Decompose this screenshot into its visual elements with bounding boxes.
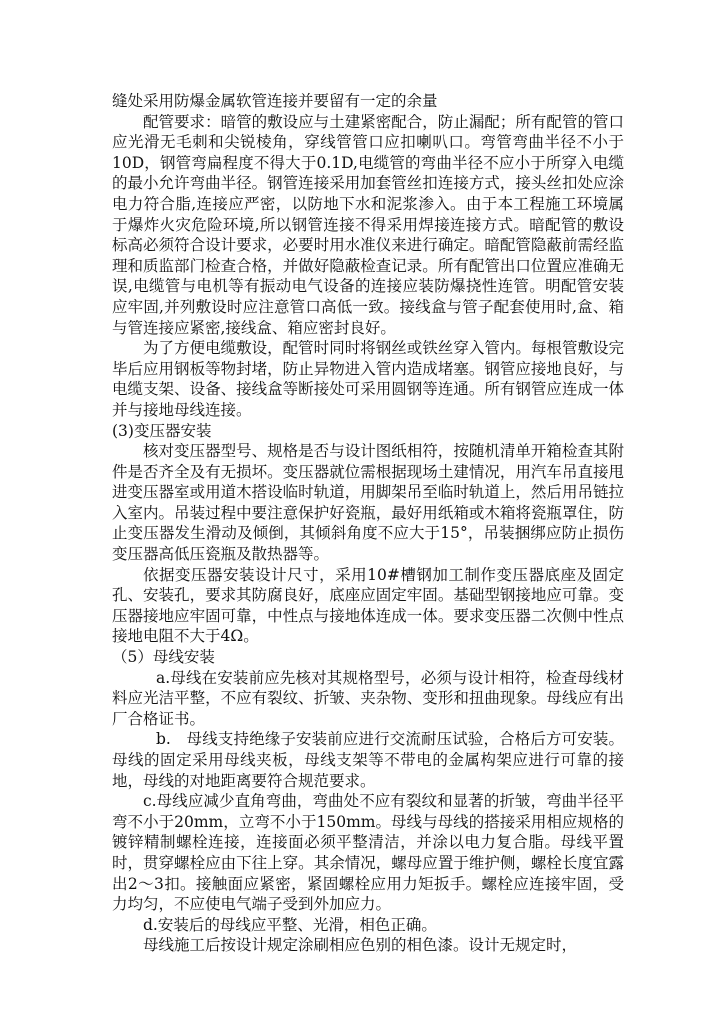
body-paragraph-5: 依据变压器安装设计尺寸，采用10#槽钢加工制作变压器底座及固定孔、安装孔，要求其防腐良好，底座应固定牢固。基础型钢接地应可靠。变压器接地应牢固可靠，中性点与接地体连成一体。要求变压器二次侧中性点接地电阻不大于4Ω。 <box>112 565 624 646</box>
body-paragraph-2: 配管要求：暗管的敷设应与土建紧密配合，防止漏配；所有配管的管口应光滑无毛刺和尖锐棱角，穿线管管口应扣喇叭口。弯管弯曲半径不小于10D，钢管弯扁程度不得大于0.1D,电缆管的弯曲半径不应小于所穿入电缆的最小允许弯曲半径。钢管连接采用加套管丝扣连接方式，接头丝扣处应涂电力符合脂,连接应严密，以防地下水和泥浆渗入。由于本工程施工环境属于爆炸火灾危险环境,所以钢管连接不得采用焊接连接方式。暗配管的敷设标高必须符合设计要求，必要时用水准仪来进行确定。暗配管隐蔽前需经监理和质监部门检查合格，并做好隐蔽检查记录。所有配管出口位置应准确无误,电缆管与电机等有振动电气设备的连接应装防爆挠性连管。明配管安装应牢固,并列敷设时应注意管口高低一致。接线盒与管子配套使用时,盒、箱与管连接应紧密,接线盒、箱应密封良好。 <box>112 112 624 337</box>
body-paragraph-4: 核对变压器型号、规格是否与设计图纸相符，按随机清单开箱检查其附件是否齐全及有无损坏。变压器就位需根据现场土建情况，用汽车吊直接甩进变压器室或用道木搭设临时轨道，用脚架吊至临时轨道上，然后用吊链拉入室内。吊装过程中要注意保护好瓷瓶，最好用纸箱或木箱将瓷瓶罩住，防止变压器发生滑动及倾倒，其倾斜角度不应大于15°，吊装捆绑应防止损伤变压器高低压瓷瓶及散热器等。 <box>112 442 624 564</box>
body-paragraph-6: 母线施工后按设计规定涂刷相应色别的相色漆。设计无规定时， <box>143 936 578 955</box>
list-item-d: d.安装后的母线应平整、光滑，相色正确。 <box>143 915 437 934</box>
section-heading-busbar: （5）母线安装 <box>112 648 215 667</box>
body-paragraph-3: 为了方便电缆敷设，配管时同时将钢丝或铁丝穿入管内。每根管敷设完毕后应用钢板等物封堵，防止异物进入管内造成堵塞。钢管应接地良好，与电缆支架、设备、接线盒等断接处可采用圆钢等连通。所有钢管应连成一体并与接地母线连接。 <box>112 339 624 419</box>
list-item-b: b. 母线支持绝缘子安装前应进行交流耐压试验，合格后方可安装。母线的固定采用母线夹板，母线支架等不带电的金属构架应进行可靠的接地，母线的对地距离要符合规范要求。 <box>112 730 624 790</box>
list-item-c: c.母线应减少直角弯曲，弯曲处不应有裂纹和显著的折皱，弯曲半径平弯不小于20mm，立弯不小于150mm。母线与母线的搭接采用相应规格的镀锌精制螺栓连接，连接面必须平整清洁，并涂以电力复合脂。母线平置时，贯穿螺栓应由下往上穿。其余情况，螺母应置于维护侧，螺栓长度宜露出2～3扣。接触面应紧密，紧固螺栓应用力矩扳手。螺栓应连接牢固，受力均匀，不应使电气端子受到外加应力。 <box>112 792 624 914</box>
document-page <box>112 91 624 956</box>
list-item-a: a.母线在安装前应先核对其规格型号，必须与设计相符，检查母线材料应光洁平整，不应有裂纹、折皱、夹杂物、变形和扭曲现象。母线应有出厂合格证书。 <box>112 668 624 728</box>
section-heading-transformer: (3)变压器安装 <box>112 421 212 440</box>
body-paragraph-1: 缝处采用防爆金属软管连接并要留有一定的余量 <box>112 92 438 110</box>
